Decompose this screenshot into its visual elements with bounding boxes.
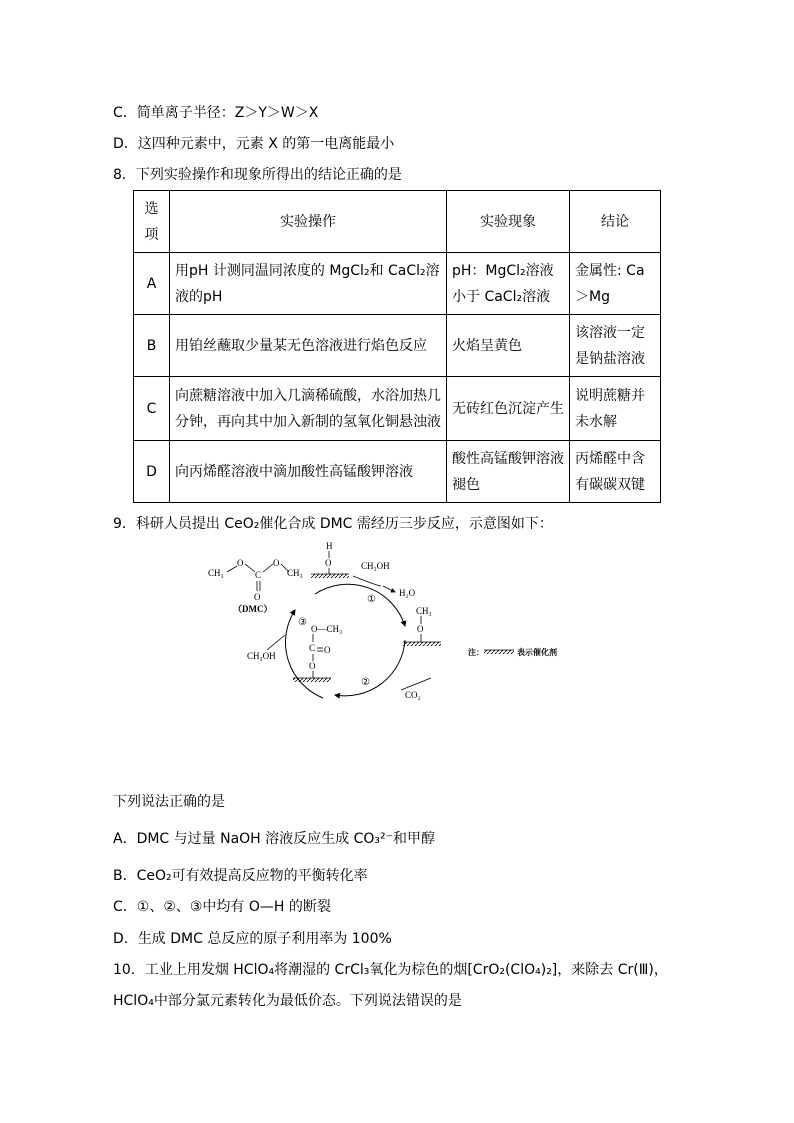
step-3: ③ xyxy=(298,617,307,628)
ch3oh-left: CH₃OH xyxy=(247,651,276,661)
option-d-prev: D．这四种元素中，元素 X 的第一电离能最小 xyxy=(113,136,395,152)
header-option: 选项 xyxy=(134,191,170,253)
row-operation: 向丙烯醛溶液中滴加酸性高锰酸钾溶液 xyxy=(170,441,447,503)
step-1: ① xyxy=(367,594,376,605)
site-ch3-right: CH₃ xyxy=(416,606,432,616)
dmc-label: （DMC） xyxy=(233,604,273,614)
header-conclusion: 结论 xyxy=(570,191,661,253)
dmc-ch3-left: CH₃ xyxy=(208,568,224,578)
site-o-top: O xyxy=(325,558,332,568)
row-observation: 火焰呈黄色 xyxy=(447,315,570,377)
row-operation: 向蔗糖溶液中加入几滴稀硫酸，水浴加热几分钟，再向其中加入新制的氢氧化铜悬浊液 xyxy=(170,377,447,441)
site-o-double: O xyxy=(324,645,331,655)
question-9: 9．科研人员提出 CeO₂催化合成 DMC 需经历三步反应，示意图如下： xyxy=(113,516,553,532)
row-observation: 酸性高锰酸钾溶液褪色 xyxy=(447,441,570,503)
site-o-ch3: O—CH₃ xyxy=(311,624,343,634)
row-conclusion: 说明蔗糖并未水解 xyxy=(570,377,661,441)
question-9-option-b: B．CeO₂可有效提高反应物的平衡转化率 xyxy=(113,868,368,884)
site-c: C xyxy=(309,643,316,653)
header-observation: 实验现象 xyxy=(447,191,570,253)
row-option: B xyxy=(134,315,170,377)
row-operation: 用pH 计测同温同浓度的 MgCl₂和 CaCl₂溶液的pH xyxy=(170,253,447,315)
row-conclusion: 该溶液一定是钠盐溶液 xyxy=(570,315,661,377)
table-row xyxy=(134,253,661,315)
h2o: H₂O xyxy=(399,588,416,598)
experiment-table xyxy=(133,190,661,503)
dmc-c: C xyxy=(255,570,262,580)
row-option: A xyxy=(134,253,170,315)
row-option: D xyxy=(134,441,170,503)
dmc-o-left: O xyxy=(237,558,244,568)
dmc-o-right: O xyxy=(273,558,280,568)
row-conclusion: 金属性: Ca＞Mg xyxy=(570,253,661,315)
row-option: C xyxy=(134,377,170,441)
ch3oh-top: CH₃OH xyxy=(361,561,390,571)
note-label: 注： xyxy=(468,648,484,657)
dmc-o-bottom: O xyxy=(254,592,261,602)
table-row xyxy=(134,315,661,377)
question-9-option-a: A．DMC 与过量 NaOH 溶液反应生成 CO₃²⁻和甲醇 xyxy=(113,831,436,847)
row-observation: 无砖红色沉淀产生 xyxy=(447,377,570,441)
site-o-right: O xyxy=(417,624,424,634)
question-9-option-d: D．生成 DMC 总反应的原子利用率为 100% xyxy=(113,931,392,947)
table-header-row xyxy=(134,191,661,253)
dmc-ch3-right: CH₃ xyxy=(287,568,303,578)
option-c-prev: C．简单离子半径：Z＞Y＞W＞X xyxy=(113,105,319,121)
catalysis-cycle-diagram xyxy=(205,540,615,705)
row-observation: pH：MgCl₂溶液小于 CaCl₂溶液 xyxy=(447,253,570,315)
row-operation: 用铂丝蘸取少量某无色溶液进行焰色反应 xyxy=(170,315,447,377)
co2: CO₂ xyxy=(405,690,421,700)
site-h: H xyxy=(326,541,333,551)
row-conclusion: 丙烯醛中含有碳碳双键 xyxy=(570,441,661,503)
site-o-bottom: O xyxy=(309,661,316,671)
question-8: 8．下列实验操作和现象所得出的结论正确的是 xyxy=(113,167,402,183)
question-10-line-1: 10．工业上用发烟 HClO₄将潮湿的 CrCl₃氧化为棕色的烟[CrO₂(ClO₄)₂]，来除去 Cr(Ⅲ)， xyxy=(113,962,668,978)
note-text: 表示催化剂 xyxy=(517,648,557,657)
question-9-option-c: C．①、②、③中均有 O—H 的断裂 xyxy=(113,899,331,915)
table-row xyxy=(134,377,661,441)
step-2: ② xyxy=(361,677,370,688)
question-9-prompt: 下列说法正确的是 xyxy=(113,794,225,810)
table-row xyxy=(134,441,661,503)
question-10-line-2: HClO₄中部分氯元素转化为最低价态。下列说法错误的是 xyxy=(113,993,462,1009)
header-operation: 实验操作 xyxy=(170,191,447,253)
